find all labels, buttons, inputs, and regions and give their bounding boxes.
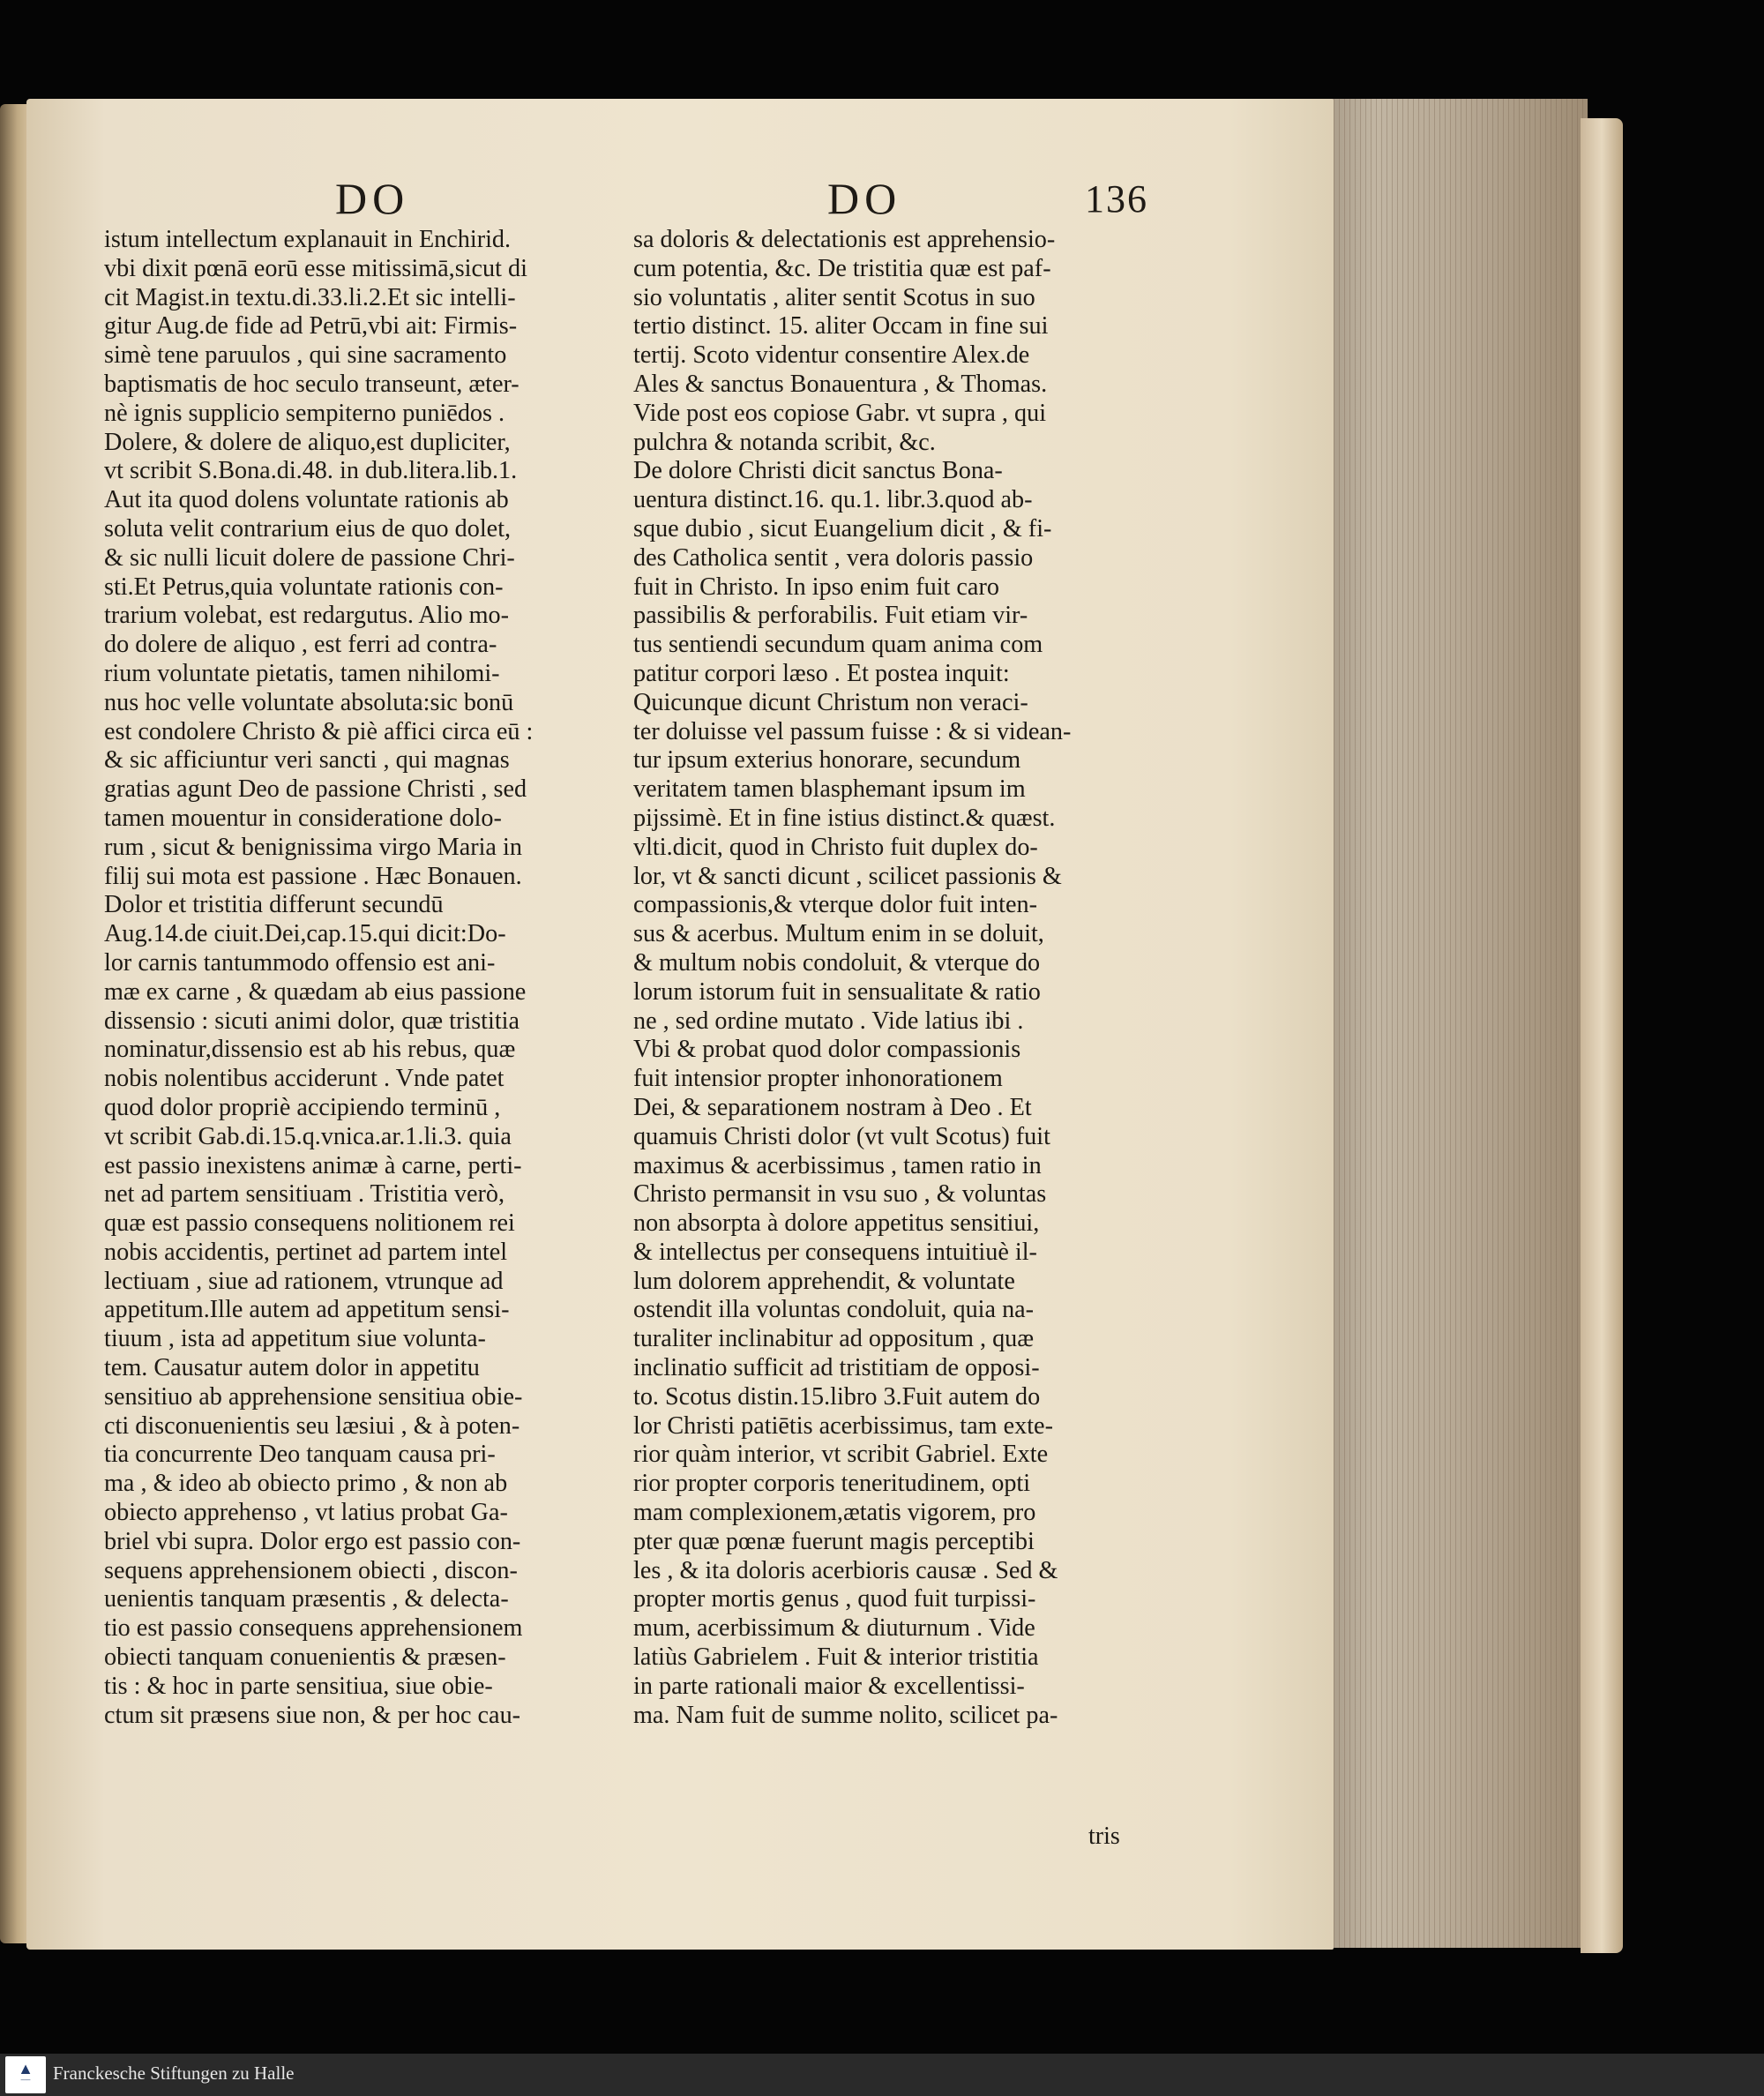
text-line: nus hoc velle voluntate absoluta:sic bonū xyxy=(104,688,514,716)
text-line: est condolere Christo & piè affici circa eū : xyxy=(104,717,534,745)
text-line: lor, vt & sancti dicunt , scilicet passionis & xyxy=(633,862,1062,890)
text-line: tamen mouentur in consideratione dolo- xyxy=(104,804,502,832)
text-line: pijssimè. Et in fine istius distinct.& quæst. xyxy=(633,804,1056,832)
text-line: tus sentiendi secundum quam anima com xyxy=(633,631,1043,659)
text-line: compassionis,& vterque dolor fuit inten- xyxy=(633,891,1037,919)
text-line: gitur Aug.de fide ad Petrū,vbi ait: Firmis- xyxy=(104,312,518,341)
text-line: rium voluntate pietatis, tamen nihilomi- xyxy=(104,659,500,687)
text-line: latiùs Gabrielem . Fuit & interior tristitia xyxy=(633,1643,1039,1672)
text-line: tio est passio consequens apprehensionem xyxy=(104,1614,523,1643)
institution-label: Franckesche Stiftungen zu Halle xyxy=(53,2062,295,2084)
text-line: des Catholica sentit , vera doloris passio xyxy=(633,543,1034,572)
text-line: fuit in Christo. In ipso enim fuit caro xyxy=(633,573,999,601)
text-line: in parte rationali maior & excellentissi- xyxy=(633,1672,1025,1700)
text-line: nobis accidentis, pertinet ad partem intel xyxy=(104,1238,508,1266)
text-line: pter quæ pœnæ fuerunt magis perceptibi xyxy=(633,1527,1035,1555)
text-line: dissensio : sicuti animi dolor, quæ tristitia xyxy=(104,1007,519,1035)
text-line: lor Christi patiētis acerbissimus, tam exte- xyxy=(633,1411,1053,1440)
text-line: veritatem tamen blasphemant ipsum im xyxy=(633,775,1026,804)
text-line: cit Magist.in textu.di.33.li.2.Et sic intelli- xyxy=(104,283,516,311)
text-line: sque dubio , sicut Euangelium dicit , & fi- xyxy=(633,514,1052,543)
text-line: mæ ex carne , & quædam ab eius passione xyxy=(104,977,527,1006)
catchword: tris xyxy=(1088,1823,1120,1850)
left-text-column xyxy=(104,226,663,1730)
text-line: Vide post eos copiose Gabr. vt supra , qui xyxy=(633,399,1047,427)
text-line: cum potentia, &c. De tristitia quæ est paf- xyxy=(633,254,1051,282)
text-line: gratias agunt Deo de passione Christi , sed xyxy=(104,775,527,804)
text-line: turaliter inclinabitur ad oppositum , quæ xyxy=(633,1325,1035,1353)
text-line: & sic nulli licuit dolere de passione Chri- xyxy=(104,543,515,572)
text-line: vbi dixit pœnā eorū esse mitissimā,sicut di xyxy=(104,254,527,282)
text-line: mam complexionem,ætatis vigorem, pro xyxy=(633,1499,1036,1527)
right-text-column xyxy=(633,226,1192,1730)
text-line: Aut ita quod dolens voluntate rationis ab xyxy=(104,486,509,514)
text-line: obiecti tanquam conuenientis & præsen- xyxy=(104,1643,506,1672)
text-line: nobis nolentibus acciderunt . Vnde patet xyxy=(104,1065,505,1093)
text-line: tertio distinct. 15. aliter Occam in fine sui xyxy=(633,312,1049,341)
text-line: sequens apprehensionem obiecti , discon- xyxy=(104,1556,518,1584)
text-line: & intellectus per consequens intuitiuè il- xyxy=(633,1238,1037,1266)
text-line: uentura distinct.16. qu.1. libr.3.quod ab- xyxy=(633,486,1033,514)
text-line: tis : & hoc in parte sensitiua, siue obie- xyxy=(104,1672,493,1700)
text-line: sti.Et Petrus,quia voluntate rationis con- xyxy=(104,573,504,601)
text-line: tia concurrente Deo tanquam causa pri- xyxy=(104,1441,496,1469)
text-line: quamuis Christi dolor (vt vult Scotus) fuit xyxy=(633,1122,1050,1150)
text-line: do dolere de aliquo , est ferri ad contra- xyxy=(104,631,497,659)
text-line: nominatur,dissensio est ab his rebus, quæ xyxy=(104,1036,516,1064)
text-line: sus & acerbus. Multum enim in se doluit, xyxy=(633,920,1044,948)
text-line: trarium volebat, est redargutus. Alio mo- xyxy=(104,602,509,630)
text-line: quæ est passio consequens nolitionem rei xyxy=(104,1209,515,1238)
text-line: fuit intensior propter inhonorationem xyxy=(633,1065,1003,1093)
text-line: uenientis tanquam præsentis , & delecta- xyxy=(104,1585,509,1613)
text-line: sensitiuo ab apprehensione sensitiua obie- xyxy=(104,1382,523,1411)
text-line: rior quàm interior, vt scribit Gabriel. Exte xyxy=(633,1441,1049,1469)
text-line: ctum sit præsens siue non, & per hoc cau- xyxy=(104,1701,521,1729)
text-line: Aug.14.de ciuit.Dei,cap.15.qui dicit:Do- xyxy=(104,920,506,948)
page-number: 136 xyxy=(1085,177,1148,221)
text-line: sio voluntatis , aliter sentit Scotus in suo xyxy=(633,283,1035,311)
text-line: lorum istorum fuit in sensualitate & ratio xyxy=(633,977,1041,1006)
text-line: soluta velit contrarium eius de quo dolet, xyxy=(104,514,512,543)
text-line: lectiuam , siue ad rationem, vtrunque ad xyxy=(104,1267,504,1295)
page-edges xyxy=(1323,99,1588,1948)
text-line: & sic afficiuntur veri sancti , qui magnas xyxy=(104,746,510,775)
text-line: & multum nobis condoluit, & vterque do xyxy=(633,948,1041,977)
left-running-head: DO xyxy=(335,174,410,223)
text-line: ne , sed ordine mutato . Vide latius ibi . xyxy=(633,1007,1024,1035)
text-line: propter mortis genus , quod fuit turpissi- xyxy=(633,1585,1036,1613)
text-line: ostendit illa voluntas condoluit, quia na- xyxy=(633,1296,1035,1324)
text-line: est passio inexistens animæ à carne, perti- xyxy=(104,1151,522,1179)
book-cover-board xyxy=(1581,118,1623,1953)
text-line: ter doluisse vel passum fuisse : & si videan- xyxy=(633,717,1072,745)
footer-bar xyxy=(0,2054,1764,2096)
institution-logo: ▲ ─── xyxy=(5,2056,46,2093)
text-line: obiecto apprehenso , vt latius probat Ga- xyxy=(104,1499,508,1527)
text-line: tur ipsum exterius honorare, secundum xyxy=(633,746,1021,775)
text-line: nè ignis supplicio sempiterno puniēdos . xyxy=(104,399,505,427)
text-line: filij sui mota est passione . Hæc Bonauen. xyxy=(104,862,522,890)
text-line: non absorpta à dolore appetitus sensitiui, xyxy=(633,1209,1040,1238)
text-line: tem. Causatur autem dolor in appetitu xyxy=(104,1354,480,1382)
text-line: to. Scotus distin.15.libro 3.Fuit autem do xyxy=(633,1382,1041,1411)
text-line: lum dolorem apprehendit, & voluntate xyxy=(633,1267,1015,1295)
text-line: ma. Nam fuit de summe nolito, scilicet pa- xyxy=(633,1701,1058,1729)
text-line: Dolere, & dolere de aliquo,est dupliciter, xyxy=(104,428,511,456)
text-line: rum , sicut & benignissima virgo Maria in xyxy=(104,833,522,861)
text-line: maximus & acerbissimus , tamen ratio in xyxy=(633,1151,1042,1179)
text-line: inclinatio sufficit ad tristitiam de opposi- xyxy=(633,1354,1040,1382)
text-line: vt scribit S.Bona.di.48. in dub.litera.lib.1. xyxy=(104,457,518,485)
text-line: cti disconuenientis seu læsiui , & à poten- xyxy=(104,1411,520,1440)
text-line: De dolore Christi dicit sanctus Bona- xyxy=(633,457,1003,485)
text-line: appetitum.Ille autem ad appetitum sensi- xyxy=(104,1296,510,1324)
text-line: simè tene paruulos , qui sine sacramento xyxy=(104,341,507,370)
text-line: Dei, & separationem nostram à Deo . Et xyxy=(633,1093,1032,1121)
text-line: briel vbi supra. Dolor ergo est passio con- xyxy=(104,1527,521,1555)
text-line: sa doloris & delectationis est apprehensio- xyxy=(633,226,1056,253)
text-line: Vbi & probat quod dolor compassionis xyxy=(633,1036,1021,1064)
text-line: Dolor et tristitia differunt secundū xyxy=(104,891,444,919)
text-line: patitur corpori læso . Et postea inquit: xyxy=(633,659,1010,687)
text-line: mum, acerbissimum & diuturnum . Vide xyxy=(633,1614,1035,1643)
text-line: istum intellectum explanauit in Enchirid. xyxy=(104,226,512,253)
text-line: lor carnis tantummodo offensio est ani- xyxy=(104,948,496,977)
text-line: tiuum , ista ad appetitum siue volunta- xyxy=(104,1325,486,1353)
text-line: vlti.dicit, quod in Christo fuit duplex do- xyxy=(633,833,1038,861)
text-line: ma , & ideo ab obiecto primo , & non ab xyxy=(104,1470,508,1498)
text-line: rior propter corporis teneritudinem, opti xyxy=(633,1470,1031,1498)
text-line: tertij. Scoto videntur consentire Alex.de xyxy=(633,341,1030,370)
text-line: pulchra & notanda scribit, &c. xyxy=(633,428,936,456)
text-line: passibilis & perforabilis. Fuit etiam vir- xyxy=(633,602,1028,630)
text-line: Quicunque dicunt Christum non veraci- xyxy=(633,688,1028,716)
right-running-head: DO xyxy=(827,174,902,223)
text-line: les , & ita doloris acerbioris causæ . Sed & xyxy=(633,1556,1058,1584)
text-line: Ales & sanctus Bonauentura , & Thomas. xyxy=(633,370,1048,398)
text-line: vt scribit Gab.di.15.q.vnica.ar.1.li.3. quia xyxy=(104,1122,512,1150)
text-line: baptismatis de hoc seculo transeunt, æter- xyxy=(104,370,519,398)
text-line: net ad partem sensitiuam . Tristitia verò, xyxy=(104,1180,505,1209)
text-line: quod dolor propriè accipiendo terminū , xyxy=(104,1093,501,1121)
text-line: Christo permansit in vsu suo , & voluntas xyxy=(633,1180,1047,1209)
